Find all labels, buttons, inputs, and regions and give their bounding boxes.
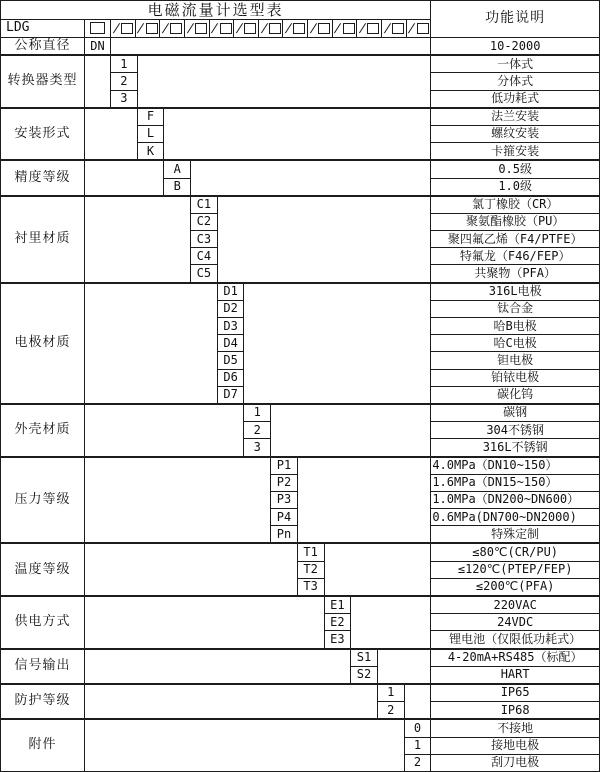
model-suffix-slot — [111, 20, 135, 37]
spacer-right — [137, 55, 431, 108]
option-desc: 共聚物（PFA） — [431, 265, 600, 283]
option-code: L — [137, 125, 164, 142]
option-desc: 法兰安装 — [431, 108, 600, 126]
option-code: F — [137, 108, 164, 126]
model-base-slot — [85, 20, 111, 38]
group-label: 精度等级 — [1, 160, 85, 195]
model-suffix-slot — [209, 20, 234, 37]
option-desc: 聚四氟乙烯（F4/PTFE） — [431, 231, 600, 248]
option-desc: 分体式 — [431, 73, 600, 90]
option-code: E1 — [324, 596, 351, 614]
spacer-left — [85, 55, 111, 108]
option-desc: 一体式 — [431, 55, 600, 73]
option-row — [1, 108, 600, 126]
option-desc: 特殊定制 — [431, 526, 600, 544]
model-suffix-slot — [307, 20, 332, 37]
option-desc: 铂铱电极 — [431, 369, 600, 386]
option-desc: 304不锈钢 — [431, 422, 600, 439]
option-row — [1, 160, 600, 178]
group-label: 附件 — [1, 719, 85, 771]
group-label: 防护等级 — [1, 684, 85, 719]
model-suffix-slot — [406, 20, 431, 37]
option-desc: 碳化钨 — [431, 386, 600, 404]
slash-mark: / — [185, 20, 196, 35]
option-code: 2 — [244, 422, 271, 439]
option-desc: 1.0MPa（DN200~DN600） — [431, 491, 600, 508]
spacer-left — [85, 404, 244, 457]
option-code: S1 — [351, 649, 378, 667]
option-row — [1, 404, 600, 422]
slash-mark: / — [111, 20, 122, 35]
option-desc: 316L电极 — [431, 283, 600, 301]
diameter-code: DN — [85, 38, 111, 56]
model-suffix-slot — [135, 20, 160, 37]
spacer-right — [191, 160, 431, 195]
model-suffix-slot — [184, 20, 209, 37]
group-label: 温度等级 — [1, 543, 85, 596]
option-code: 2 — [404, 754, 431, 771]
option-desc: 1.6MPa（DN15~150） — [431, 474, 600, 491]
option-code: 1 — [377, 684, 404, 702]
slash-mark: / — [259, 20, 270, 35]
option-desc: 钽电极 — [431, 352, 600, 369]
option-desc: 钛合金 — [431, 300, 600, 317]
model-suffix-slot — [233, 20, 258, 37]
diameter-row — [1, 38, 600, 56]
option-row — [1, 684, 600, 702]
option-code: T3 — [297, 578, 324, 596]
option-desc: 螺纹安装 — [431, 125, 600, 142]
checkbox-icon — [392, 23, 404, 34]
spacer-right — [351, 596, 431, 649]
option-desc: 接地电极 — [431, 737, 600, 754]
option-row — [1, 457, 600, 475]
model-suffix-slot — [332, 20, 357, 37]
spacer-right — [324, 543, 431, 596]
option-code: S2 — [351, 666, 378, 684]
spacer-right — [404, 684, 431, 719]
option-code: 3 — [111, 90, 138, 108]
spacer — [111, 38, 431, 56]
option-desc: 卡箍安装 — [431, 143, 600, 161]
option-desc: 锂电池（仅限低功耗式） — [431, 631, 600, 649]
checkbox-icon — [195, 23, 207, 34]
option-row — [1, 596, 600, 614]
checkbox-icon — [146, 23, 158, 34]
option-desc: IP65 — [431, 684, 600, 702]
option-desc: 聚氨酯橡胶（PU） — [431, 213, 600, 230]
diameter-desc: 10-2000 — [431, 38, 600, 56]
slash-mark: / — [357, 20, 368, 35]
model-suffix-slot — [356, 20, 381, 37]
option-desc: 哈B电极 — [431, 318, 600, 335]
spacer-left — [85, 684, 378, 719]
group-label: 转换器类型 — [1, 55, 85, 108]
option-code: 1 — [111, 55, 138, 73]
option-desc: ≤200℃(PFA) — [431, 578, 600, 596]
option-row — [1, 196, 600, 214]
option-code: D7 — [217, 386, 244, 404]
option-code: 3 — [244, 439, 271, 457]
slash-mark: / — [382, 20, 393, 35]
option-desc: 刮刀电极 — [431, 754, 600, 771]
option-desc: ≤80℃(CR/PU) — [431, 543, 600, 561]
checkbox-icon — [269, 23, 281, 34]
option-desc: 220VAC — [431, 596, 600, 614]
option-desc: 不接地 — [431, 719, 600, 737]
option-code: D4 — [217, 335, 244, 352]
option-desc: 碳钢 — [431, 404, 600, 422]
option-code: D3 — [217, 318, 244, 335]
page-title: 电磁流量计选型表 — [1, 1, 431, 20]
group-label: 衬里材质 — [1, 196, 85, 283]
option-desc: 4-20mA+RS485（标配） — [431, 649, 600, 667]
slash-mark: / — [234, 20, 245, 35]
option-desc: 氯丁橡胶（CR） — [431, 196, 600, 214]
model-suffix-slot — [381, 20, 406, 37]
option-code: 1 — [404, 737, 431, 754]
option-code: K — [137, 143, 164, 161]
checkbox-icon — [90, 22, 105, 34]
option-code: B — [164, 178, 191, 196]
option-code: T1 — [297, 543, 324, 561]
option-code: C4 — [191, 248, 218, 265]
function-column-header: 功能说明 — [431, 1, 600, 38]
option-code: E3 — [324, 631, 351, 649]
spacer-right — [297, 457, 431, 544]
spacer-left — [85, 160, 164, 195]
option-code: 2 — [111, 73, 138, 90]
option-desc: ≤120℃(PTEP/FEP) — [431, 561, 600, 578]
option-row — [1, 55, 600, 73]
option-code: 0 — [404, 719, 431, 737]
slash-mark: / — [284, 20, 294, 35]
option-code: P3 — [271, 491, 298, 508]
group-label: 信号输出 — [1, 649, 85, 684]
title-row — [1, 1, 600, 20]
model-suffix-slots — [111, 20, 431, 38]
model-suffix-row — [111, 20, 430, 37]
option-code: T2 — [297, 561, 324, 578]
slash-mark: / — [160, 20, 171, 35]
checkbox-icon — [343, 23, 355, 34]
slash-mark: / — [308, 20, 319, 35]
slash-mark: / — [407, 20, 417, 35]
group-label: 供电方式 — [1, 596, 85, 649]
option-desc: 低功耗式 — [431, 90, 600, 108]
option-code: C2 — [191, 213, 218, 230]
option-desc: 0.6MPa(DN700~DN2000) — [431, 509, 600, 526]
option-code: D6 — [217, 369, 244, 386]
spacer-right — [271, 404, 431, 457]
spacer-left — [85, 596, 325, 649]
option-code: P4 — [271, 509, 298, 526]
diameter-label: 公称直径 — [1, 38, 85, 56]
group-label: 电极材质 — [1, 283, 85, 404]
option-code: E2 — [324, 614, 351, 631]
spacer-right — [164, 108, 431, 161]
model-suffix-slot — [159, 20, 184, 37]
spacer-left — [85, 719, 405, 771]
spacer-left — [85, 108, 138, 161]
option-desc: 316L不锈钢 — [431, 439, 600, 457]
slash-mark: / — [136, 20, 146, 35]
model-suffix-slot — [282, 20, 307, 37]
group-label: 安装形式 — [1, 108, 85, 161]
checkbox-icon — [318, 23, 330, 34]
option-desc: IP68 — [431, 702, 600, 720]
option-code: C3 — [191, 231, 218, 248]
slash-mark: / — [333, 20, 344, 35]
option-desc: 特氟龙（F46/FEP） — [431, 248, 600, 265]
option-desc: 24VDC — [431, 614, 600, 631]
model-suffix-slot — [258, 20, 283, 37]
option-code: 1 — [244, 404, 271, 422]
checkbox-icon — [244, 23, 256, 34]
spacer-left — [85, 457, 271, 544]
option-row — [1, 719, 600, 737]
option-code: P2 — [271, 474, 298, 491]
spacer-right — [217, 196, 431, 283]
option-code: C1 — [191, 196, 218, 214]
spacer-right — [377, 649, 430, 684]
spacer-left — [85, 649, 351, 684]
spacer-left — [85, 196, 191, 283]
option-code: D2 — [217, 300, 244, 317]
option-code: 2 — [377, 702, 404, 720]
option-desc: HART — [431, 666, 600, 684]
option-code: D5 — [217, 352, 244, 369]
checkbox-icon — [220, 23, 232, 34]
checkbox-icon — [367, 23, 379, 34]
option-desc: 4.0MPa（DN10~150） — [431, 457, 600, 475]
checkbox-icon — [170, 23, 182, 34]
checkbox-icon — [293, 23, 305, 34]
checkbox-icon — [417, 23, 429, 34]
option-code: A — [164, 160, 191, 178]
group-label: 外壳材质 — [1, 404, 85, 457]
spacer-right — [244, 283, 431, 404]
option-row — [1, 649, 600, 667]
option-row — [1, 543, 600, 561]
model-prefix: LDG — [1, 20, 85, 38]
option-desc: 哈C电极 — [431, 335, 600, 352]
option-desc: 1.0级 — [431, 178, 600, 196]
option-code: C5 — [191, 265, 218, 283]
slash-mark: / — [210, 20, 220, 35]
spacer-left — [85, 283, 218, 404]
group-label: 压力等级 — [1, 457, 85, 544]
option-code: P1 — [271, 457, 298, 475]
option-desc: 0.5级 — [431, 160, 600, 178]
option-row — [1, 283, 600, 301]
checkbox-icon — [121, 23, 133, 34]
spacer-left — [85, 543, 298, 596]
option-code: D1 — [217, 283, 244, 301]
option-code: Pn — [271, 526, 298, 544]
